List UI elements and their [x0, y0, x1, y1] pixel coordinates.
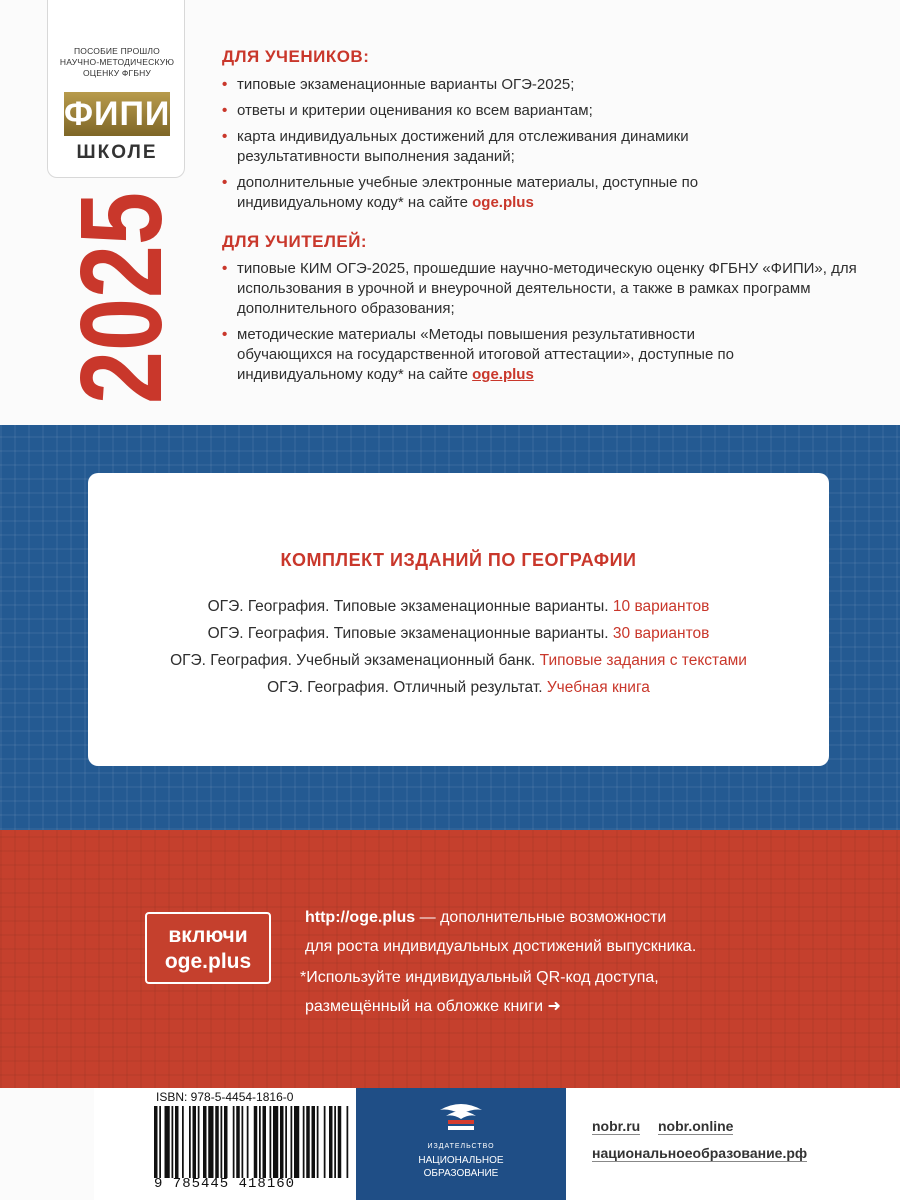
fipi-badge [47, 0, 185, 178]
barcode-bar [254, 1106, 258, 1178]
barcode-bar [334, 1106, 336, 1178]
publisher-name [356, 1154, 566, 1180]
bullet-icon: • [222, 102, 228, 119]
teachers-list [222, 259, 857, 391]
bullet-icon: • [222, 128, 228, 145]
barcode-bar [236, 1106, 240, 1178]
list-item-text: типовые экзаменационные варианты ОГЭ-2025; [237, 76, 575, 93]
kit-row-text: ОГЭ. География. Типовые экзаменационные варианты. [207, 625, 613, 642]
barcode-bar [215, 1106, 219, 1178]
barcode-bar [312, 1106, 316, 1178]
list-item-text: карта индивидуальных достижений для отслеживания динамики результативности выполнения заданий; [237, 128, 689, 165]
barcode-bar [294, 1106, 299, 1178]
site-link-nobr-ru[interactable]: nobr.ru [592, 1118, 641, 1134]
barcode-image [154, 1106, 350, 1178]
bottom-left-margin [0, 1088, 94, 1200]
kit-row [88, 598, 829, 616]
promo-note1: *Используйте индивидуальный QR-код доступа, [300, 969, 659, 986]
top-section [0, 0, 900, 425]
bullet-icon: • [222, 76, 228, 93]
isbn-box [94, 1088, 356, 1200]
list-item-text: ответы и критерии оценивания ко всем вариантам; [237, 102, 593, 119]
red-band [0, 830, 900, 1090]
badge-school: ШКОЛЕ [76, 142, 158, 163]
site-link-nobr-online[interactable]: nobr.online [658, 1118, 734, 1134]
bullet-icon: • [222, 326, 228, 343]
barcode-bar [303, 1106, 305, 1178]
barcode-bar [263, 1106, 267, 1178]
barcode-bar [193, 1106, 197, 1178]
list-item [222, 75, 842, 95]
site-link-national-education[interactable]: национальноеобразование.рф [592, 1145, 808, 1161]
promo-url-link[interactable]: http://oge.plus [305, 909, 416, 926]
barcode-bar [224, 1106, 228, 1178]
include-oge-plus-button[interactable] [145, 912, 271, 984]
barcode-bar [259, 1106, 261, 1178]
kit-row-highlight: 30 вариантов [612, 625, 710, 642]
list-item [222, 173, 712, 213]
list-item [222, 325, 782, 385]
barcode-bar [273, 1106, 278, 1178]
barcode-bar [317, 1106, 319, 1178]
isbn-label: ISBN: 978-5-4454-1816-0 [156, 1090, 294, 1104]
list-item [222, 259, 857, 319]
students-list [222, 75, 842, 219]
barcode-bar [159, 1106, 161, 1178]
barcode-bar [270, 1106, 272, 1178]
barcode-bar [221, 1106, 223, 1178]
barcode-bar [324, 1106, 326, 1178]
barcode-bar [280, 1106, 284, 1178]
promo-line1-rest: — дополнительные возможности [415, 909, 667, 926]
barcode-bar [203, 1106, 207, 1178]
bullet-icon: • [222, 174, 228, 191]
barcode-bar [285, 1106, 287, 1178]
kit-row-text: ОГЭ. География. Учебный экзаменационный банк. [170, 652, 540, 669]
barcode-bar [182, 1106, 184, 1178]
barcode-bar [347, 1106, 349, 1178]
promo-note2: размещённый на обложке книги ➜ [305, 998, 561, 1015]
barcode-bar [165, 1106, 170, 1178]
kit-row [88, 679, 829, 697]
barcode-digits: 9 785445 418160 [154, 1176, 296, 1192]
barcode-bar [291, 1106, 293, 1178]
kit-row-highlight: 10 вариантов [612, 598, 710, 615]
list-item [222, 101, 842, 121]
barcode-bar [247, 1106, 249, 1178]
barcode-bar [329, 1106, 333, 1178]
barcode-bar [233, 1106, 235, 1178]
barcode-bar [198, 1106, 200, 1178]
teachers-title: ДЛЯ УЧИТЕЛЕЙ: [222, 232, 368, 251]
list-item-text: дополнительные учебные электронные материалы, доступные по индивидуальному коду* на сайте [237, 174, 699, 211]
bottom-right-margin [832, 1088, 900, 1200]
kit-title: КОМПЛЕКТ ИЗДАНИЙ ПО ГЕОГРАФИИ [280, 550, 637, 570]
include-line2: oge.plus [164, 950, 252, 973]
oge-plus-link[interactable]: oge.plus [472, 194, 534, 211]
barcode-bar [189, 1106, 191, 1178]
badge-note: ПОСОБИЕ ПРОШЛО НАУЧНО-МЕТОДИЧЕСКУЮ ОЦЕНКУ ФГБНУ [59, 46, 175, 78]
badge-brand: ФИПИ [64, 92, 170, 136]
publisher-name-line2: ОБРАЗОВАНИЕ [423, 1168, 499, 1179]
year-label: 202 [63, 210, 173, 404]
kit-row [88, 652, 829, 670]
promo-line1 [305, 906, 666, 930]
sites-block [566, 1088, 832, 1200]
list-item-text: типовые КИМ ОГЭ-2025, прошедшие научно-методическую оценку ФГБНУ «ФИПИ», для использования в урочной и внеурочной деятельности, а также в рамках программ дополнительного образования; [237, 260, 857, 317]
year-graphic [63, 192, 173, 407]
oge-plus-link[interactable]: oge.plus [472, 366, 534, 383]
publisher-small-label: ИЗДАТЕЛЬСТВО [427, 1143, 495, 1150]
barcode-bar [172, 1106, 174, 1178]
bullet-icon: • [222, 260, 228, 277]
kit-row-highlight: Типовые задания с текстами [539, 652, 747, 669]
barcode-bar [154, 1106, 158, 1178]
kit-box [88, 473, 829, 766]
kit-row [88, 625, 829, 643]
promo-line2: для роста индивидуальных достижений выпускника. [305, 938, 697, 955]
barcode-bar [242, 1106, 244, 1178]
year-vertical [63, 192, 173, 407]
include-line1: включи [168, 924, 248, 947]
students-title: ДЛЯ УЧЕНИКОВ: [222, 47, 370, 66]
list-item-text: методические материалы «Методы повышения результативности обучающихся на государственной итоговой аттестации», доступные по индивидуальному коду* на сайте [237, 326, 734, 383]
kit-row-highlight: Учебная книга [546, 679, 650, 696]
barcode-bar [306, 1106, 310, 1178]
kit-row-text: ОГЭ. География. Типовые экзаменационные варианты. [207, 598, 613, 615]
kit-row-text: ОГЭ. География. Отличный результат. [267, 679, 547, 696]
barcode-bar [208, 1106, 213, 1178]
barcode-bar [338, 1106, 342, 1178]
publisher-block [356, 1088, 566, 1200]
publisher-name-line1: НАЦИОНАЛЬНОЕ [418, 1155, 504, 1166]
publisher-logo-icon [436, 1096, 486, 1136]
barcode-bar [175, 1106, 179, 1178]
list-item [222, 127, 782, 167]
